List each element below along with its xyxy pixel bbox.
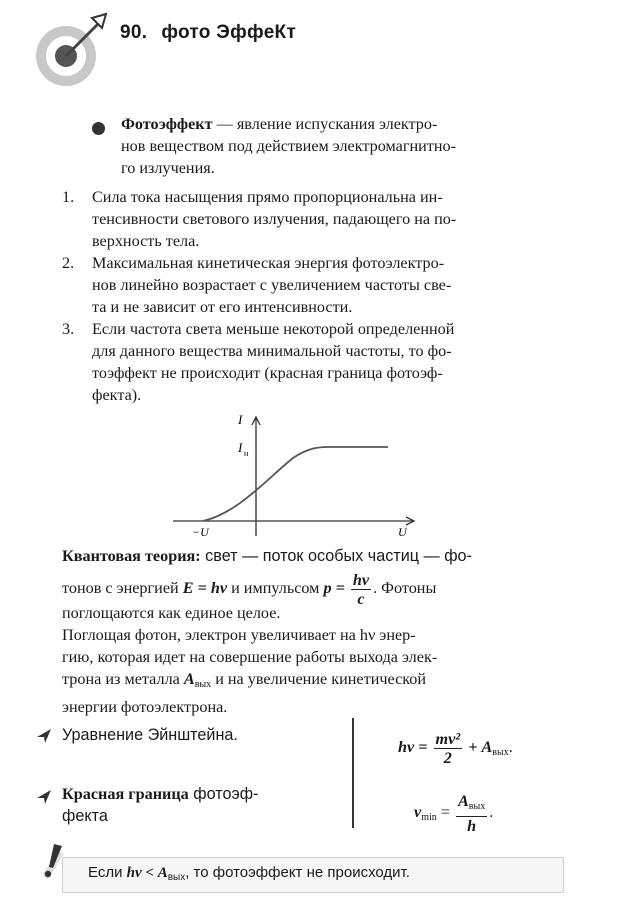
list-line: для данного вещества минимальной частоты, то фо- — [92, 342, 452, 360]
quantum-line: Поглощая фотон, электрон увеличивает на hν энер- — [62, 626, 416, 644]
definition-text: — явление испускания электро- — [212, 115, 438, 133]
exclamation-icon — [38, 842, 68, 882]
iv-characteristic-graph — [168, 408, 418, 543]
definition-line: го излучения. — [121, 159, 215, 177]
equals-sign: = — [440, 803, 450, 822]
list-line: тенсивности светового излучения, падающего на по- — [92, 210, 457, 228]
definition-term: Фотоэффект — [121, 115, 213, 133]
quantum-line: тонов с энергией — [62, 579, 183, 598]
quantum-heading: Квантовая теория: — [62, 547, 201, 565]
definition-line: нов веществом под действием электромагнитно- — [121, 137, 457, 155]
list-line: верхность тела. — [92, 232, 200, 250]
list-item — [62, 318, 562, 406]
note-post: , то фотоэффект не происходит. — [185, 864, 410, 881]
red-limit-text: фотоэф- — [188, 785, 259, 803]
list-line: нов линейно возрастает с увеличением частоты све- — [92, 276, 452, 294]
equation-period: . — [508, 738, 513, 757]
quantum-line: и на увеличение кинетической — [211, 670, 427, 688]
x-axis-label: U — [398, 525, 407, 539]
pointer-arrow-icon — [36, 789, 52, 805]
definition — [121, 113, 561, 179]
note-formula: hν < A — [126, 865, 168, 881]
note-pre: Если — [88, 864, 127, 881]
einstein-equation — [398, 730, 513, 767]
quantum-theory — [62, 545, 562, 718]
negative-voltage-label: −U — [192, 525, 209, 539]
list-item — [62, 186, 562, 252]
work-function-subscript: вых — [194, 679, 212, 690]
equation-subscript: min — [421, 812, 437, 824]
fraction-denominator: c — [357, 590, 365, 608]
fraction-numerator: hν — [352, 571, 370, 589]
list-number: 3. — [62, 320, 75, 338]
quantum-line: . Фотоны — [373, 579, 437, 598]
current-curve — [203, 447, 388, 521]
quantum-line: и импульсом — [227, 579, 324, 598]
quantum-line: гию, которая идет на совершение работы выхода элек- — [62, 648, 438, 666]
column-divider — [352, 718, 354, 828]
equation-period: . — [489, 803, 494, 822]
quantum-line: поглощаются как единое целое. — [62, 604, 281, 622]
quantum-line: трона из металла — [62, 670, 184, 688]
quantum-line: свет — поток особых частиц — фо- — [200, 547, 472, 565]
work-function-symbol: A — [183, 670, 195, 688]
fraction-denominator: 2 — [443, 749, 452, 767]
list-line: Максимальная кинетическая энергия фотоэлектро- — [92, 254, 445, 272]
section-number: 90. — [120, 22, 148, 43]
list-line: фекта). — [92, 386, 142, 404]
list-item — [62, 252, 562, 318]
note-subscript: вых — [167, 872, 186, 883]
section-logo-icon — [32, 12, 112, 87]
red-limit-equation — [414, 792, 493, 835]
quantum-line: энергии фотоэлектрона. — [62, 698, 228, 716]
saturation-subscript: н — [244, 449, 249, 458]
laws-list — [62, 186, 562, 406]
y-axis-label: I — [238, 412, 243, 427]
list-line: Если частота света меньше некоторой определенной — [92, 320, 455, 338]
red-limit-fraction — [456, 792, 487, 835]
equation-subscript: вых — [492, 747, 509, 759]
note-text — [88, 864, 410, 883]
equation-lhs: hν = — [398, 738, 428, 757]
bullet-icon — [92, 122, 105, 135]
equation-lhs: ν — [414, 803, 422, 822]
list-line: Сила тока насыщения прямо пропорциональна ин- — [92, 188, 443, 206]
fraction-denominator: h — [467, 817, 477, 835]
einstein-label: Уравнение Эйнштейна. — [62, 726, 238, 744]
fraction-numerator: mv² — [435, 730, 461, 748]
list-line: та и не зависит от его интенсивности. — [92, 298, 353, 316]
red-limit-label — [62, 783, 342, 827]
red-limit-text: фекта — [62, 807, 108, 825]
kinetic-energy-fraction — [434, 730, 463, 767]
energy-formula: E = hν — [182, 579, 228, 598]
list-number: 1. — [62, 188, 75, 206]
saturation-label: I — [238, 440, 243, 455]
equation-rhs: + A — [468, 738, 493, 757]
momentum-formula: p = — [323, 579, 345, 598]
red-limit-bold: Красная граница — [62, 785, 189, 803]
momentum-fraction — [351, 571, 371, 608]
list-number: 2. — [62, 254, 75, 272]
equation-subscript: вых — [468, 801, 486, 812]
list-line: тоэффект не происходит (красная граница фотоэф- — [92, 364, 443, 382]
section-title: фото ЭффеКт — [161, 22, 297, 43]
fraction-numerator: A — [457, 792, 469, 810]
pointer-arrow-icon — [36, 728, 52, 744]
page-title — [120, 22, 296, 44]
